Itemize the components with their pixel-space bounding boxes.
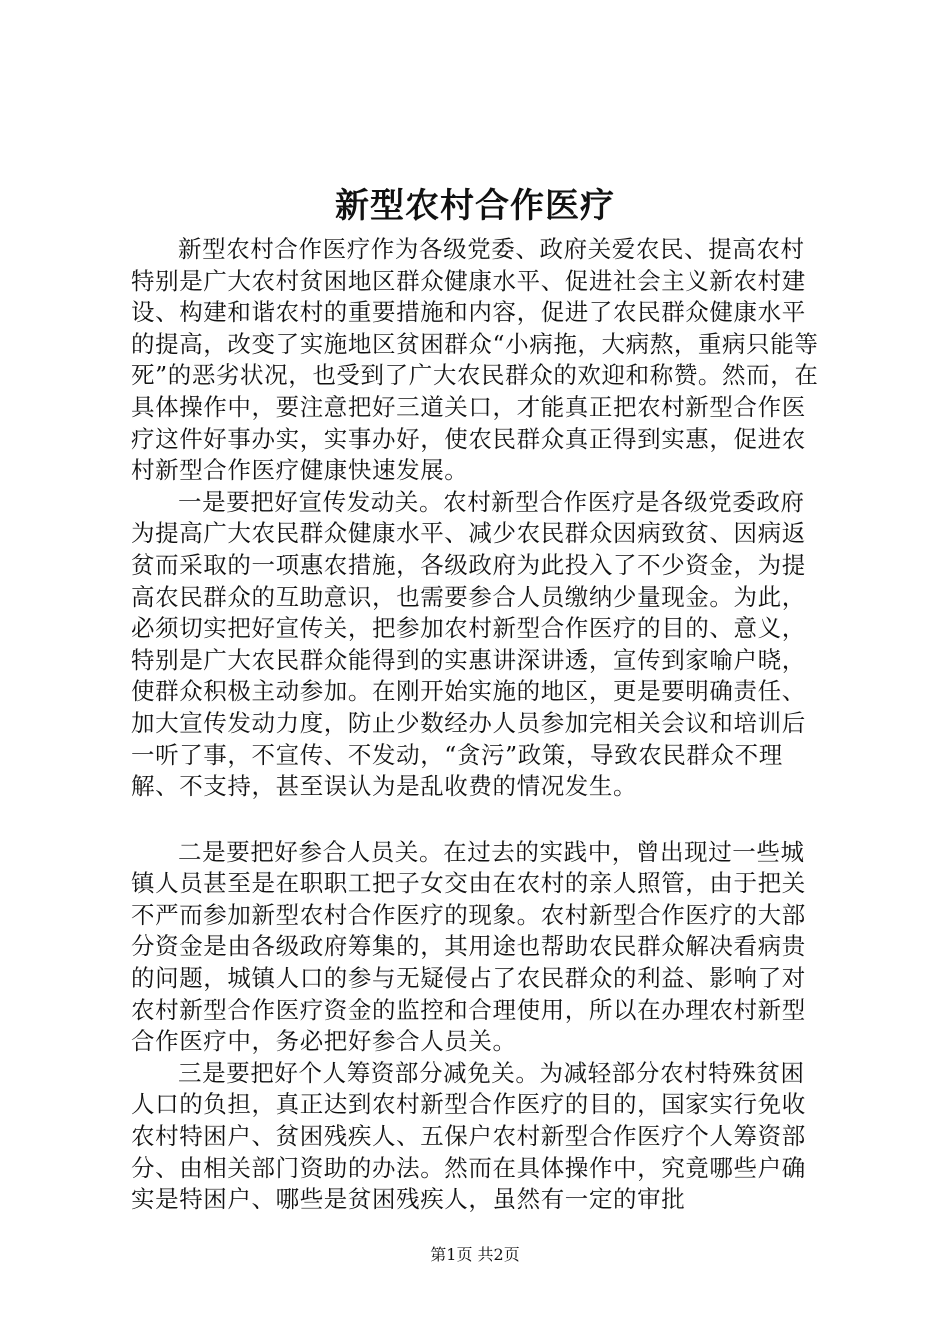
document-title: 新型农村合作医疗 — [335, 186, 615, 226]
paragraph-publicity: 一是要把好宣传发动关。农村新型合作医疗是各级党委政府为提高广大农民群众健康水平、减少农民群众因病致贫、因病返贫而采取的一项惠农措施，各级政府为此投入了不少资金，为提高农民群众的互助意识，也需要参合人员缴纳少量现金。为此，必须切实把好宣传关，把参加农村新型合作医疗的目的、意义，特别是广大农民群众能得到的实惠讲深讲透，宣传到家喻户晓，使群众积极主动参加。在刚开始实施的地区，更是要明确责任、加大宣传发动力度，防止少数经办人员参加完相关会议和培训后一听了事，不宣传、不发动，“贪污”政策，导致农民群众不理解、不支持，甚至误认为是乱收费的情况发生。 — [131, 487, 806, 801]
paragraph-participants: 二是要把好参合人员关。在过去的实践中，曾出现过一些城镇人员甚至是在职职工把子女交由在农村的亲人照管，由于把关不严而参加新型农村合作医疗的现象。农村新型合作医疗的大部分资金是由各级政府筹集的，其用途也帮助农民群众解决看病贵的问题，城镇人口的参与无疑侵占了农民群众的利益、影响了对农村新型合作医疗资金的监控和合理使用，所以在办理农村新型合作医疗中，务必把好参合人员关。 — [131, 837, 806, 1056]
document-body — [131, 234, 825, 1216]
page-number-footer: 第1页 共2页 — [430, 1245, 520, 1264]
paragraph-fee-exemption: 三是要把好个人筹资部分减免关。为减轻部分农村特殊贫困人口的负担，真正达到农村新型合作医疗的目的，国家实行免收农村特困户、贫困残疾人、五保户农村新型合作医疗个人筹资部分、由相关部门资助的办法。然而在具体操作中，究竟哪些户确实是特困户、哪些是贫困残疾人，虽然有一定的审批 — [131, 1058, 806, 1214]
paragraph-intro: 新型农村合作医疗作为各级党委、政府关爱农民、提高农村特别是广大农村贫困地区群众健康水平、促进社会主义新农村建设、构建和谐农村的重要措施和内容，促进了农民群众健康水平的提高，改变了实施地区贫困群众“小病拖，大病熬，重病只能等死”的恶劣状况，也受到了广大农民群众的欢迎和称赞。然而，在具体操作中，要注意把好三道关口，才能真正把农村新型合作医疗这件好事办实，实事办好，使农民群众真正得到实惠，促进农村新型合作医疗健康快速发展。 — [131, 235, 819, 485]
